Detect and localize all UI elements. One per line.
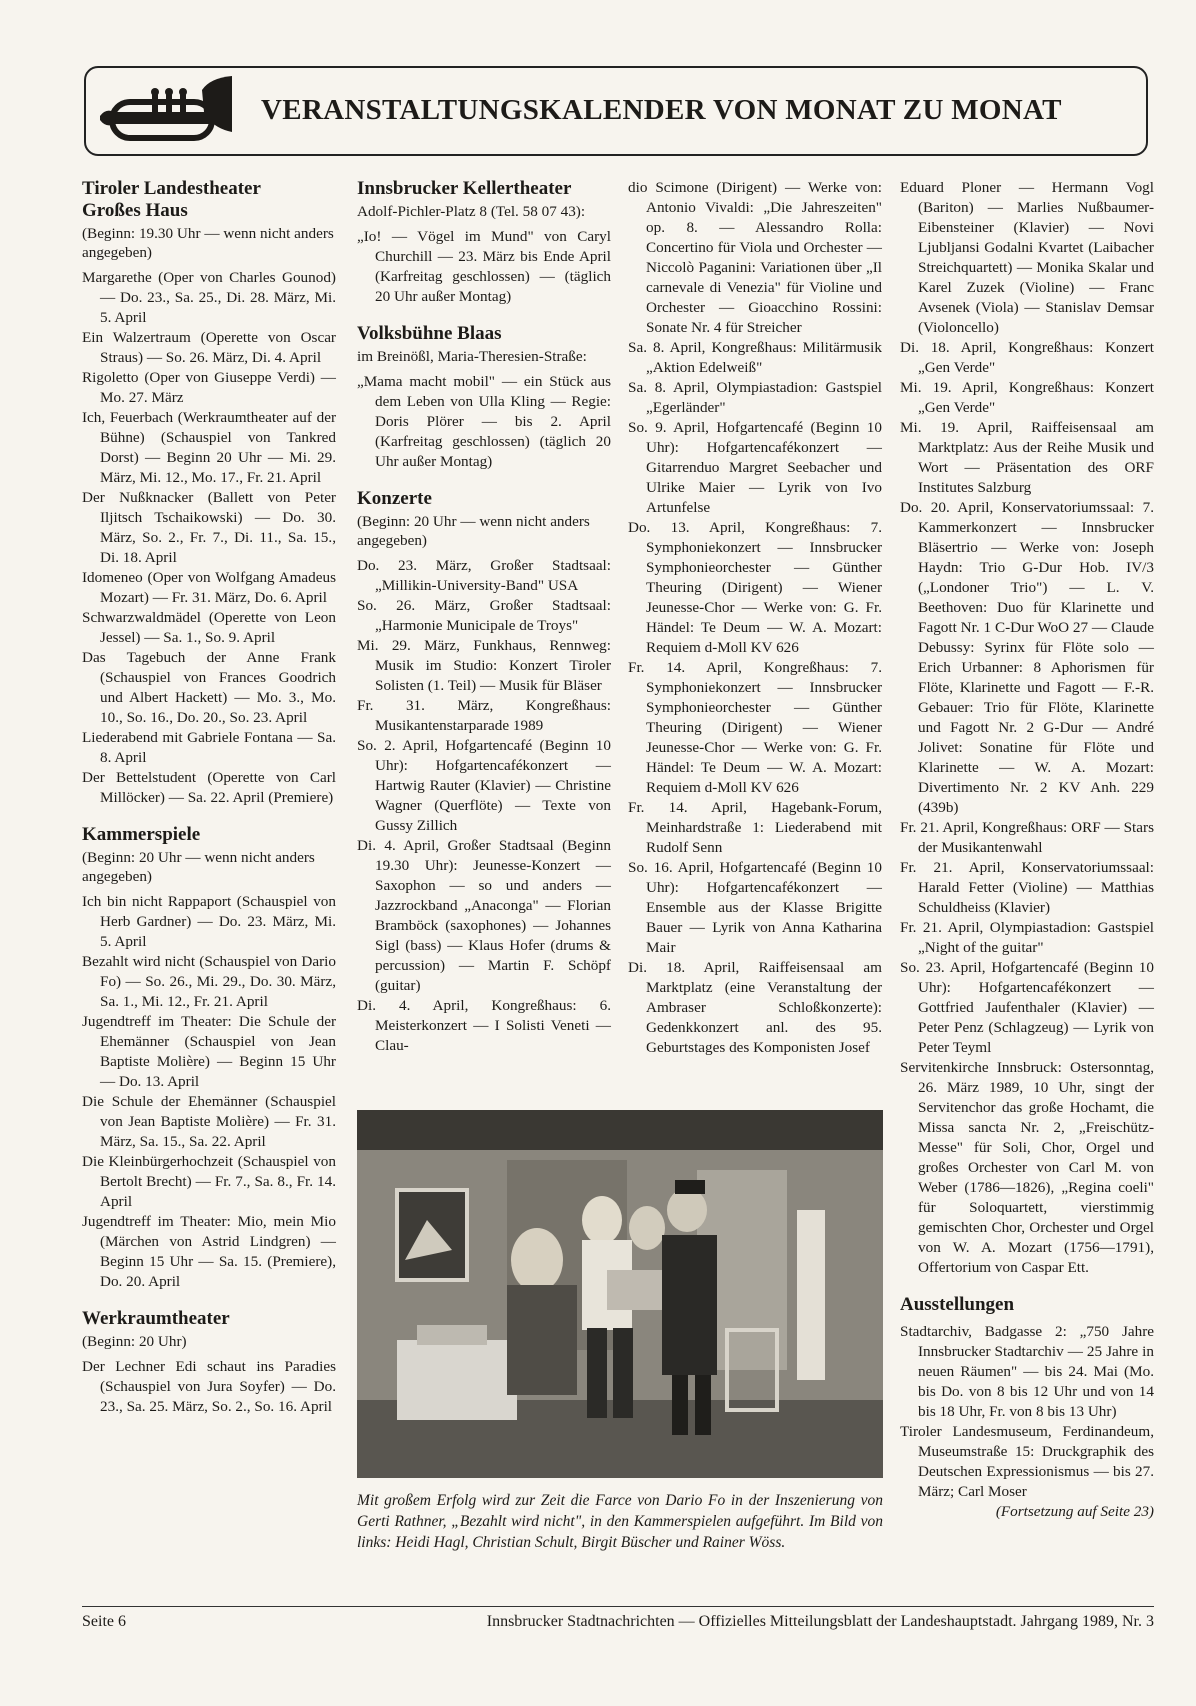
- event-entry: Ich, Feuerbach (Werkraumtheater auf der Bühne) (Schauspiel von Tankred Dorst) — Beginn 20 Uhr — Mi. 29. März, Mi. 12., Mo. 17., Fr. 21. April: [82, 409, 336, 486]
- event-entry: Stadtarchiv, Badgasse 2: „750 Jahre Innsbrucker Stadtarchiv — 25 Jahre in neuen Räumen" — bis 24. Mai (Mo. bis Do. von 8 bis 12 Uhr und von 14 bis 18 Uhr, Fr. von 8 bis 13 Uhr): [900, 1323, 1154, 1420]
- event-entry: Mi. 29. März, Funkhaus, Rennweg: Musik im Studio: Konzert Tiroler Solisten (1. Teil) — Musik für Bläser: [357, 637, 611, 694]
- event-entry: Ein Walzertraum (Operette von Oscar Straus) — So. 26. März, Di. 4. April: [82, 329, 336, 366]
- theater-photo: [357, 1110, 883, 1478]
- section-subtitle: (Beginn: 19.30 Uhr — wenn nicht anders angegeben): [82, 225, 334, 261]
- event-entry: Das Tagebuch der Anne Frank (Schauspiel von Frances Goodrich und Albert Hackett) — Mo. 3., Mo. 10., So. 16., Do. 20., So. 23. April: [82, 649, 336, 726]
- event-entry: Di. 18. April, Raiffeisensaal am Marktplatz (eine Veranstaltung der Ambraser Schloßkonzerte): Gedenkkonzert anl. des 95. Geburtstages des Komponisten Josef: [628, 959, 882, 1056]
- event-entry: Do. 20. April, Konservatoriumssaal: 7. Kammerkonzert — Innsbrucker Bläsertrio — Werke von: Joseph Haydn: Trio G-Dur Hob. IV/3 („Londoner Trio") — L. V. Beethoven: Duo für Klarinette und Fagott Nr. 1 C-Dur WoO 27 — Claude Debussy: Syrinx für Flöte solo — Erich Urbanner: 8 Aphorismen für Flöte, Klarinette und Fagott — F.-R. Gebauer: Trio für Flöte, Klarinette und Fagott Nr. 2 G-Dur — André Jolivet: Sonatine für Flöte und Klarinette — W. A. Mozart: Divertimento Nr. 2 KV Anh. 229 (439b): [900, 499, 1154, 816]
- event-entry: Margarethe (Oper von Charles Gounod) — Do. 23., Sa. 25., Di. 28. März, Mi. 5. April: [82, 269, 336, 326]
- event-entry: Die Schule der Ehemänner (Schauspiel von Jean Baptiste Molière) — Fr. 31. März, Sa. 15., Sa. 22. April: [82, 1093, 336, 1150]
- event-entry: Di. 18. April, Kongreßhaus: Konzert „Gen Verde": [900, 339, 1154, 376]
- event-entry: Die Kleinbürgerhochzeit (Schauspiel von Bertolt Brecht) — Fr. 7., Sa. 8., Fr. 14. April: [82, 1153, 336, 1210]
- section-subtitle: (Beginn: 20 Uhr — wenn nicht anders angegeben): [357, 513, 590, 549]
- event-entry: Der Nußknacker (Ballett von Peter Iljitsch Tschaikowski) — Do. 30. März, So. 2., Fr. 7., Di. 11., Sa. 15., Di. 18. April: [82, 489, 336, 566]
- page-number: Seite 6: [82, 1613, 126, 1630]
- section-spacer: [357, 307, 611, 323]
- event-entry: Eduard Ploner — Hermann Vogl (Bariton) — Marlies Nußbaumer-Eibensteiner (Klavier) — Novi Ljubljansi Godalni Kvartet (Laibacher Streichquartett) — Monika Skalar und Karel Zuzek (Violine) — Franc Avsenek (Viola) — Stanislav Demsar (Violoncello): [900, 179, 1154, 336]
- calendar-header: [84, 66, 1148, 156]
- event-entry: Mi. 19. April, Raiffeisensaal am Marktplatz: Aus der Reihe Musik und Wort — Präsentation des ORF Institutes Salzburg: [900, 419, 1154, 496]
- event-entry: Der Bettelstudent (Operette von Carl Millöcker) — Sa. 22. April (Premiere): [82, 769, 336, 806]
- section-title: Ausstellungen: [900, 1294, 1015, 1315]
- section-title: Tiroler Landestheater: [82, 178, 261, 199]
- trumpet-icon: [92, 72, 242, 154]
- section-spacer: [357, 472, 611, 488]
- section-title: Werkraumtheater: [82, 1308, 230, 1329]
- event-entry: Der Lechner Edi schaut ins Paradies (Schauspiel von Jura Soyfer) — Do. 23., Sa. 25. März, So. 2., So. 16. April: [82, 1358, 336, 1415]
- event-entry: Liederabend mit Gabriele Fontana — Sa. 8. April: [82, 729, 336, 766]
- event-entry: Fr. 21. April, Kongreßhaus: ORF — Stars der Musikantenwahl: [900, 819, 1154, 856]
- event-entry: Fr. 31. März, Kongreßhaus: Musikantenstarparade 1989: [357, 697, 611, 734]
- event-entry: Do. 13. April, Kongreßhaus: 7. Symphoniekonzert — Innsbrucker Symphonieorchester — Günther Theuring (Dirigent) — Wiener Jeunesse-Chor — Werke von: G. Fr. Händel: Te Deum — W. A. Mozart: Requiem d-Moll KV 626: [628, 519, 882, 656]
- section-title: Volksbühne Blaas: [357, 323, 502, 344]
- event-entry: So. 16. April, Hofgartencafé (Beginn 10 Uhr): Hofgartencafékonzert — Ensemble aus der Klasse Brigitte Bauer — Lyrik von Anna Katharina Mair: [628, 859, 882, 956]
- event-entry: Servitenkirche Innsbruck: Ostersonntag, 26. März 1989, 10 Uhr, singt der Servitenchor das große Hochamt, die Missa sancta Nr. 2, „Freischütz-Messe" für Soli, Chor, Orgel und großes Orchester von Carl M. von Weber (1786—1826), „Regina coeli" für Soloquartett, vierstimmig gemischten Chor, Orchester und Orgel von W. A. Mozart (1756—1791), Offertorium von Caspar Ett.: [900, 1059, 1154, 1276]
- section-subtitle: Adolf-Pichler-Platz 8 (Tel. 58 07 43):: [357, 203, 586, 220]
- section-subtitle: (Beginn: 20 Uhr — wenn nicht anders angegeben): [82, 849, 315, 885]
- event-entry: „Mama macht mobil" — ein Stück aus dem Leben von Ulla Kling — Regie: Doris Plörer — bis 2. April (Karfreitag geschlossen) (täglich 20 Uhr außer Montag): [357, 373, 611, 470]
- section-spacer: [900, 1278, 1154, 1294]
- event-entry: Rigoletto (Oper von Giuseppe Verdi) — Mo. 27. März: [82, 369, 336, 406]
- event-entry: Idomeneo (Oper von Wolfgang Amadeus Mozart) — Fr. 31. März, Do. 6. April: [82, 569, 336, 606]
- event-entry: Fr. 14. April, Hagebank-Forum, Meinhardstraße 1: Liederabend mit Rudolf Senn: [628, 799, 882, 856]
- publication-line: Innsbrucker Stadtnachrichten — Offizielles Mitteilungsblatt der Landeshauptstadt. Jahrgang 1989, Nr. 3: [486, 1613, 1154, 1630]
- section-spacer: [82, 808, 336, 824]
- section-title: Konzerte: [357, 488, 432, 509]
- section-subtitle: im Breinößl, Maria-Theresien-Straße:: [357, 348, 587, 365]
- event-entry: Mi. 19. April, Kongreßhaus: Konzert „Gen Verde": [900, 379, 1154, 416]
- photo-caption: Mit großem Erfolg wird zur Zeit die Farce von Dario Fo in der Inszenierung von Gerti Rathner, „Bezahlt wird nicht", in den Kammerspielen aufgeführt. Im Bild von links: Heidi Hagl, Christian Schult, Birgit Büscher und Rainer Wöss.: [357, 1492, 883, 1551]
- section-title: Großes Haus: [82, 200, 188, 221]
- event-entry: Tiroler Landesmuseum, Ferdinandeum, Museumstraße 15: Druckgraphik des Deutschen Expressionismus — bis 27. März; Carl Moser: [900, 1423, 1154, 1500]
- section-spacer: [82, 1292, 336, 1308]
- event-entry: Di. 4. April, Großer Stadtsaal (Beginn 19.30 Uhr): Jeunesse-Konzert — Saxophon — so und anders — Jazzrockband „Anaconga" — Florian Bramböck (saxophones) — Johannes Sigl (bass) — Klaus Hofer (drums & percussion) — Martin F. Schöpf (guitar): [357, 837, 611, 994]
- column-4: [900, 178, 1154, 1522]
- column-1: [82, 178, 336, 1417]
- event-entry: Do. 23. März, Großer Stadtsaal: „Millikin-University-Band" USA: [357, 557, 611, 594]
- event-entry: Fr. 21. April, Konservatoriumssaal: Harald Fetter (Violine) — Matthias Schuldheiss (Klavier): [900, 859, 1154, 916]
- event-entry: Sa. 8. April, Olympiastadion: Gastspiel „Egerländer": [628, 379, 882, 416]
- column-2: [357, 178, 611, 1056]
- event-entry: So. 2. April, Hofgartencafé (Beginn 10 Uhr): Hofgartencafékonzert — Hartwig Rauter (Klavier) — Christine Wagner (Querflöte) — Texte von Gussy Zillich: [357, 737, 611, 834]
- section-title: Innsbrucker Kellertheater: [357, 178, 572, 199]
- section-title: Kammerspiele: [82, 824, 201, 845]
- event-entry: Jugendtreff im Theater: Die Schule der Ehemänner (Schauspiel von Jean Baptiste Molière) — Beginn 15 Uhr — Do. 13. April: [82, 1013, 336, 1090]
- event-entry: Sa. 8. April, Kongreßhaus: Militärmusik „Aktion Edelweiß": [628, 339, 882, 376]
- event-entry: Fr. 14. April, Kongreßhaus: 7. Symphoniekonzert — Innsbrucker Symphonieorchester — Günther Theuring (Dirigent) — Wiener Jeunesse-Chor — Werke von: G. Fr. Händel: Te Deum — W. A. Mozart: Requiem d-Moll KV 626: [628, 659, 882, 796]
- event-entry: „Io! — Vögel im Mund" von Caryl Churchill — 23. März bis Ende April (Karfreitag geschlossen) — (täglich 20 Uhr außer Montag): [357, 228, 611, 305]
- event-entry: dio Scimone (Dirigent) — Werke von: Antonio Vivaldi: „Die Jahreszeiten" op. 8. — Alessandro Rolla: Concertino für Viola und Orchester — Niccolò Paganini: Variationen über „Il carnevale di Venezia" für Violine und Orchester — Gioacchino Rossini: Sonate Nr. 4 für Streicher: [628, 179, 882, 336]
- event-entry: So. 23. April, Hofgartencafé (Beginn 10 Uhr): Hofgartencafékonzert — Gottfried Jaufenthaler (Klavier) — Peter Penz (Schlagzeug) — Lyrik von Peter Teyml: [900, 959, 1154, 1056]
- footer-divider: [82, 1606, 1154, 1607]
- continuation-note: (Fortsetzung auf Seite 23): [995, 1503, 1154, 1520]
- event-entry: Bezahlt wird nicht (Schauspiel von Dario Fo) — So. 26., Mi. 29., Do. 30. März, Sa. 1., Mi. 12., Fr. 21. April: [82, 953, 336, 1010]
- page-title: VERANSTALTUNGSKALENDER VON MONAT ZU MONAT: [261, 94, 1062, 126]
- event-entry: So. 26. März, Großer Stadtsaal: „Harmonie Municipale de Troys": [357, 597, 611, 634]
- event-entry: Ich bin nicht Rappaport (Schauspiel von Herb Gardner) — Do. 23. März, Mi. 5. April: [82, 893, 336, 950]
- event-entry: Fr. 21. April, Olympiastadion: Gastspiel „Night of the guitar": [900, 919, 1154, 956]
- section-subtitle: (Beginn: 20 Uhr): [82, 1333, 187, 1350]
- column-3: [628, 178, 882, 1058]
- event-entry: Jugendtreff im Theater: Mio, mein Mio (Märchen von Astrid Lindgren) — Beginn 15 Uhr — Sa. 15. (Premiere), Do. 20. April: [82, 1213, 336, 1290]
- event-entry: So. 9. April, Hofgartencafé (Beginn 10 Uhr): Hofgartencafékonzert — Gitarrenduo Margret Seebacher und Ulrike Maier — Lyrik von Ivo Artunfelse: [628, 419, 882, 516]
- event-entry: Schwarzwaldmädel (Operette von Leon Jessel) — Sa. 1., So. 9. April: [82, 609, 336, 646]
- event-entry: Di. 4. April, Kongreßhaus: 6. Meisterkonzert — I Solisti Veneti — Clau-: [357, 997, 611, 1054]
